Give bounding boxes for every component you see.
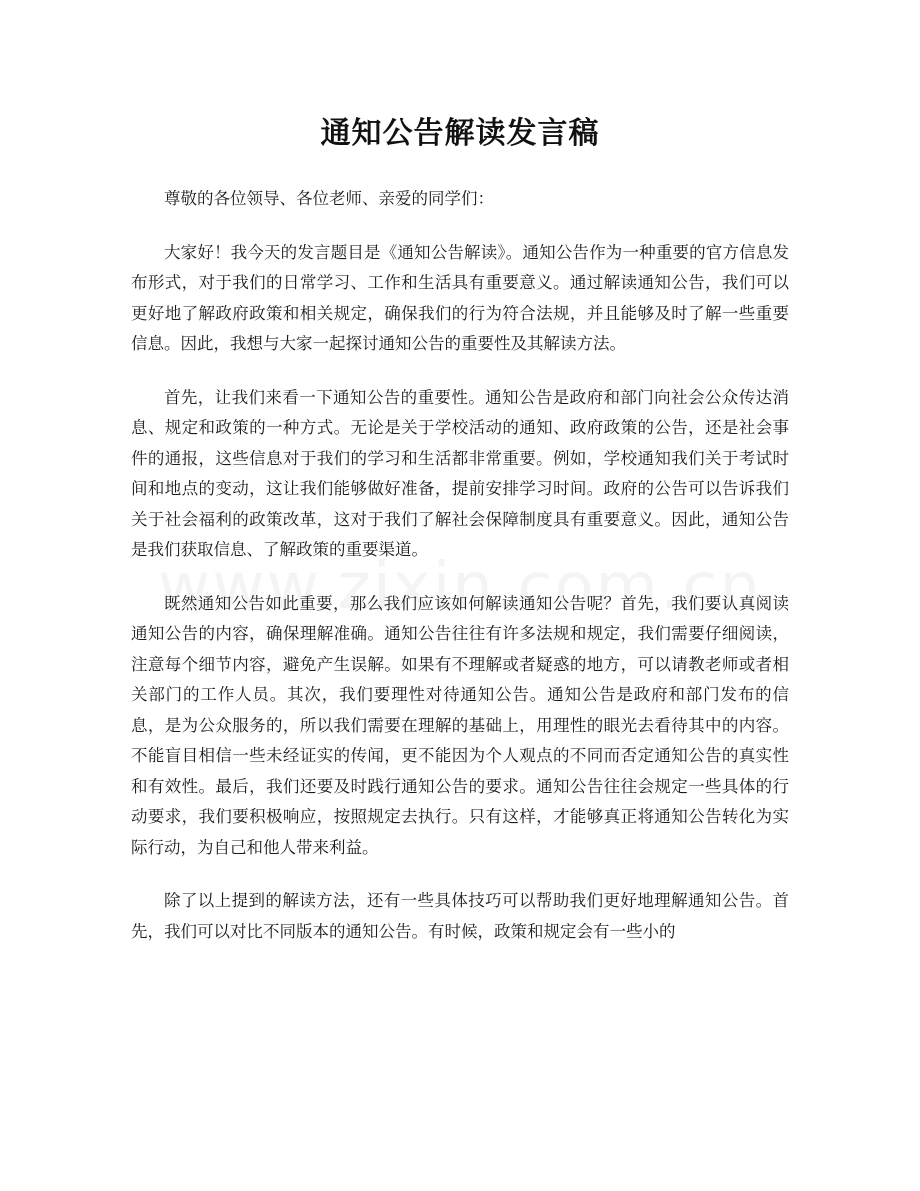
- body-paragraph: 首先，让我们来看一下通知公告的重要性。通知公告是政府和部门向社会公众传达消息、规定和政策的一种方式。无论是关于学校活动的通知、政府政策的公告，还是社会事件的通报，这些信息对于我们的学习和生活都非常重要。例如，学校通知我们关于考试时间和地点的变动，这让我们能够做好准备，提前安排学习时间。政府的公告可以告诉我们关于社会福利的政策改革，这对于我们了解社会保障制度具有重要意义。因此，通知公告是我们获取信息、了解政策的重要渠道。: [131, 387, 789, 559]
- greeting-paragraph: 尊敬的各位领导、各位老师、亲爱的同学们：: [164, 189, 494, 208]
- document-body: [131, 184, 789, 970]
- body-paragraph: 既然通知公告如此重要，那么我们应该如何解读通知公告呢？首先，我们要认真阅读通知公告的内容，确保理解准确。通知公告往往有许多法规和规定，我们需要仔细阅读，注意每个细节内容，避免产生误解。如果有不理解或者疑惑的地方，可以请教老师或者相关部门的工作人员。其次，我们要理性对待通知公告。通知公告是政府和部门发布的信息，是为公众服务的，所以我们需要在理解的基础上，用理性的眼光去看待其中的内容。不能盲目相信一些未经证实的传闻，更不能因为个人观点的不同而否定通知公告的真实性和有效性。最后，我们还要及时践行通知公告的要求。通知公告往往会规定一些具体的行动要求，我们要积极响应，按照规定去执行。只有这样，才能够真正将通知公告转化为实际行动，为自己和他人带来利益。: [131, 593, 789, 857]
- document-title: 通知公告解读发言稿: [320, 116, 600, 151]
- body-paragraph: 大家好！我今天的发言题目是《通知公告解读》。通知公告作为一种重要的官方信息发布形式，对于我们的日常学习、工作和生活具有重要意义。通过解读通知公告，我们可以更好地了解政府政策和相关规定，确保我们的行为符合法规，并且能够及时了解一些重要信息。因此，我想与大家一起探讨通知公告的重要性及其解读方法。: [131, 242, 789, 353]
- body-paragraph: 除了以上提到的解读方法，还有一些具体技巧可以帮助我们更好地理解通知公告。首先，我们可以对比不同版本的通知公告。有时候，政策和规定会有一些小的: [131, 891, 789, 941]
